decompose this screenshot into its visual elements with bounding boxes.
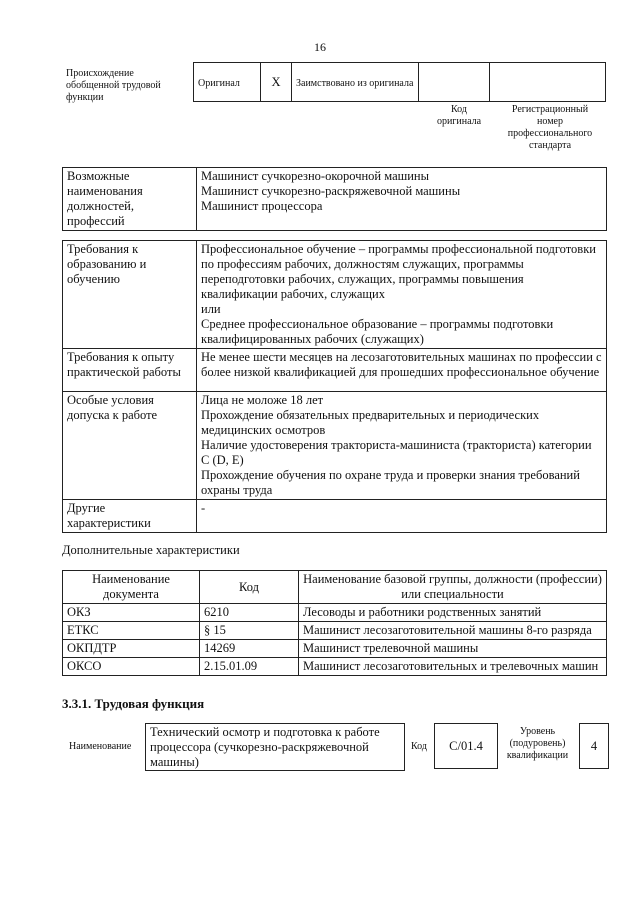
additional-header-row <box>63 571 607 604</box>
additional-table <box>62 570 607 676</box>
additional-code: 2.15.01.09 <box>200 658 299 676</box>
req-admission-label: Особые условия допуска к работе <box>63 392 197 500</box>
positions-label: Возможные наименования должностей, профессий <box>63 168 197 231</box>
positions-list <box>197 168 607 231</box>
req-experience-label: Требования к опыту практической работы <box>63 349 197 392</box>
function-name-label: Наименование <box>69 741 132 752</box>
position-item: Машинист процессора <box>201 199 323 213</box>
function-level-label: Уровень (подуровень) квалификации <box>506 726 569 761</box>
additional-header-code: Код <box>200 571 299 604</box>
additional-header-name: Наименование базовой группы, должности (профессии) или специальности <box>299 571 607 604</box>
origin-code-cell <box>419 63 490 102</box>
additional-doc: ОКЗ <box>63 604 200 622</box>
function-heading: 3.3.1. Трудовая функция <box>62 696 205 711</box>
position-item: Машинист сучкорезно-раскряжевочной машины <box>201 184 461 198</box>
additional-doc: ОКСО <box>63 658 200 676</box>
additional-doc: ОКПДТР <box>63 640 200 658</box>
origin-mark: X <box>271 75 281 89</box>
req-experience-value: Не менее шести месяцев на лесозаготовительных машинах по профессии с более низкой квалификацией для прошедших профессиональное обучение <box>197 349 607 392</box>
req-admission-value: Лица не моложе 18 лет Прохождение обязательных предварительных и периодических медицинских осмотров Наличие удостоверения тракториста-машиниста (тракториста) категории C (D, E) Прохождение обучения по охране труда и проверки знания требований охраны труда <box>197 392 607 500</box>
positions-table <box>62 167 607 231</box>
req-education-label: Требования к образованию и обучению <box>63 241 197 349</box>
requirements-other-row <box>63 500 607 533</box>
origin-mark-cell <box>261 63 292 102</box>
req-other-value: - <box>197 500 607 533</box>
position-item: Машинист сучкорезно-окорочной машины <box>201 169 430 183</box>
additional-header-doc: Наименование документа <box>63 571 200 604</box>
additional-name: Машинист лесозаготовительных и трелевочных машин <box>299 658 607 676</box>
origin-table <box>193 62 606 102</box>
function-name-value: Технический осмотр и подготовка к работе процессора (сучкорезно-раскряжевочной машины) <box>150 725 380 769</box>
function-code-value: C/01.4 <box>449 739 483 753</box>
origin-borrowed-label: Заимствовано из оригинала <box>296 78 414 89</box>
requirements-admission-row <box>63 392 607 500</box>
requirements-education-row <box>63 241 607 349</box>
additional-code: 6210 <box>200 604 299 622</box>
origin-original-cell <box>194 63 261 102</box>
table-row <box>63 622 607 640</box>
origin-reg-cell <box>490 63 606 102</box>
table-row <box>63 640 607 658</box>
origin-code-caption: Код оригинала <box>436 104 482 127</box>
function-code-label: Код <box>411 741 427 752</box>
req-education-value: Профессиональное обучение – программы профессиональной подготовки по профессиям рабочих, должностям служащих, программы переподготовки рабочих, служащих, программы повышения квалификации рабочих, служащих или Среднее профессиональное образование – программы подготовки квалифицированных рабочих (служащих) <box>197 241 607 349</box>
additional-doc: ЕТКС <box>63 622 200 640</box>
function-code-box <box>434 723 498 769</box>
function-level-value: 4 <box>590 739 598 753</box>
additional-code: § 15 <box>200 622 299 640</box>
req-other-label: Другие характеристики <box>63 500 197 533</box>
page-number: 16 <box>314 40 326 54</box>
table-row <box>63 658 607 676</box>
additional-title: Дополнительные характеристики <box>62 543 240 557</box>
additional-name: Машинист лесозаготовительной машины 8-го разряда <box>299 622 607 640</box>
table-row <box>63 604 607 622</box>
function-name-box <box>145 723 405 771</box>
origin-original-label: Оригинал <box>198 78 240 89</box>
additional-name: Лесоводы и работники родственных занятий <box>299 604 607 622</box>
origin-borrowed-cell <box>292 63 419 102</box>
function-level-box <box>579 723 609 769</box>
origin-reg-caption: Регистрационный номер профессионального стандарта <box>507 104 593 151</box>
additional-code: 14269 <box>200 640 299 658</box>
origin-label: Происхождение обобщенной трудовой функции <box>66 68 161 103</box>
additional-name: Машинист трелевочной машины <box>299 640 607 658</box>
requirements-table <box>62 240 607 533</box>
requirements-experience-row <box>63 349 607 392</box>
